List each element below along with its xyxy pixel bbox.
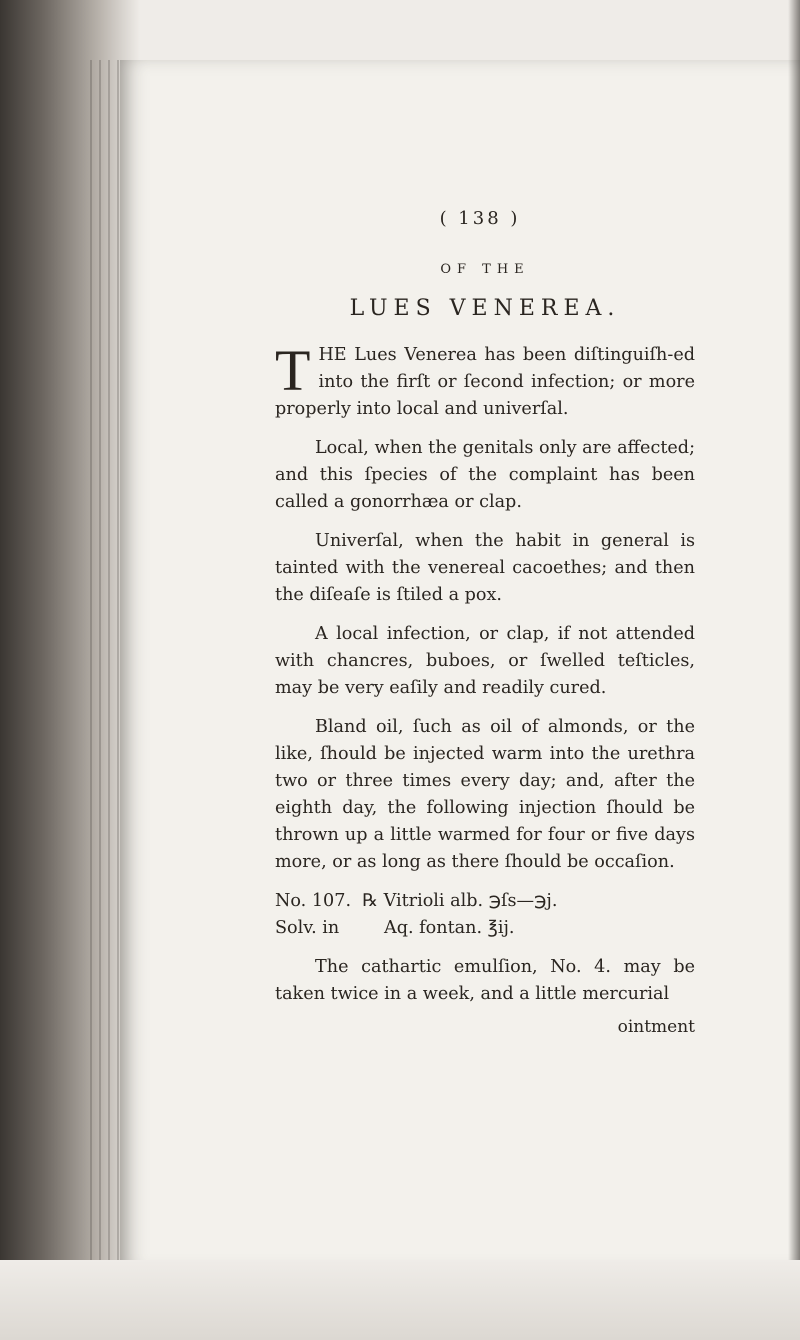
paragraph-2: Local, when the genitals only are affected; and this ſpecies of the complaint has been called a gonorrhæa or clap. — [275, 438, 695, 512]
page-text — [275, 205, 695, 1041]
recipe-line-1: No. 107. ℞ Vitrioli alb. ℈ſs—℈j. — [275, 891, 558, 911]
paragraph-3: Univerſal, when the habit in general is tainted with the venereal cacoethes; and then the diſeaſe is ſtiled a pox. — [275, 531, 695, 605]
paragraph-1-text: HE Lues Venerea has been diſtinguiſh-ed into the firſt or ſecond infection; or more properly into local and univerſal. — [275, 345, 695, 419]
paragraph-6: The cathartic emulſion, No. 4. may be taken twice in a week, and a little mercurial — [275, 957, 695, 1004]
page-number: ( 138 ) — [439, 208, 521, 229]
drop-cap: T — [275, 338, 311, 403]
page-right-edge — [788, 0, 800, 1340]
page-bottom-edge — [0, 1260, 800, 1340]
paragraph-5: Bland oil, ſuch as oil of almonds, or the like, ſhould be injected warm into the urethra two or three times every day; and, after the eighth day, the following injection ſhould be thrown up a little warmed for four or five days more, or as long as there ſhould be occaſion. — [275, 717, 695, 872]
paragraph-4: A local infection, or clap, if not attended with chancres, buboes, or ſwelled teſticles, may be very eaſily and readily cured. — [275, 624, 695, 698]
recipe-line-2: Solv. in Aq. fontan. ℥ij. — [275, 918, 515, 938]
heading-small: OF THE — [440, 262, 530, 277]
recipe — [275, 888, 695, 942]
chapter-title: LUES VENEREA. — [349, 296, 621, 321]
paragraph-1 — [275, 338, 695, 423]
catchword: ointment — [617, 1017, 695, 1037]
